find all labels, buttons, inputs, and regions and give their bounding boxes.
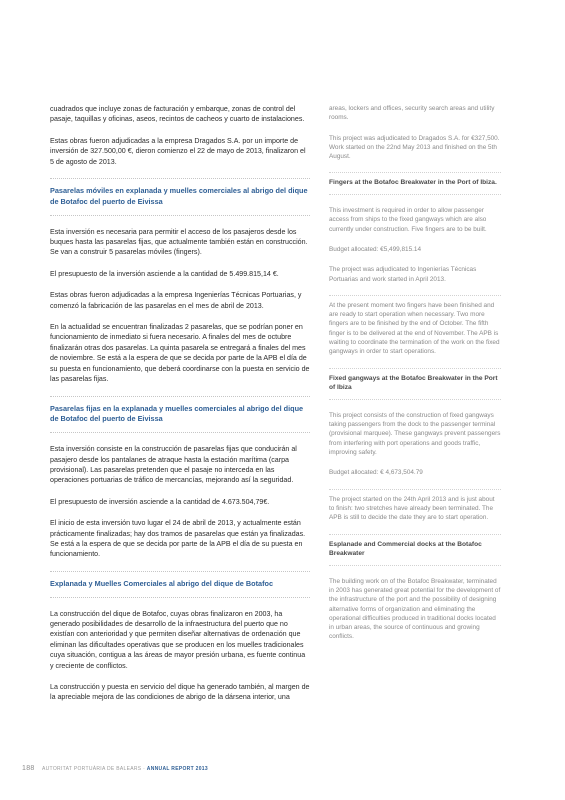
section-heading: Fixed gangways at the Botafoc Breakwater in the Port of Ibiza <box>329 368 501 400</box>
paragraph: Budget allocated: €5,499,815.14 <box>329 245 422 253</box>
page-number: 188 <box>22 765 35 772</box>
paragraph: Estas obras fueron adjudicadas a la empresa Dragados S.A. por un importe de inversión de 327.500,00 €, dieron comienzo el 22 de mayo de 2013, finalizaron el 5 de agosto de 2013. <box>50 136 306 166</box>
paragraph: The project was adjudicated to Ingenierías Técnicas Portuarias and work started in April 2013. <box>329 266 477 283</box>
paragraph: At the present moment two fingers have been finished and are ready to start operation when necessary. Two more fingers are to be finished by the end of October. The fifth finger is to be delivered at the end of November. The APB is waiting to coordinate the termination of the work on the fixed gangways in order to start operations. <box>329 295 501 357</box>
paragraph: areas, lockers and offices, security search areas and utility rooms. <box>329 105 495 122</box>
paragraph: La construcción y puesta en servicio del dique ha generado también, al margen de la apreciable mejora de las condiciones de abrigo de la dársena interior, una <box>50 682 310 702</box>
section-heading: Pasarelas móviles en explanada y muelles comerciales al abrigo del dique de Botafoc del puerto de Eivissa <box>50 178 310 216</box>
paragraph: En la actualidad se encuentran finalizadas 2 pasarelas, que se podrían poner en funcionamiento de inmediato si fuera necesario. A finales del mes de octubre finalizarán otras dos pasarelas. La quinta pasarela se entregará a finales del mes de noviembre. Se está a la espera de que se decida por parte de la APB el día de su puesta en funcionamiento, que deberá coordinarse con la puesta en servicio de las pasarelas fijas. <box>50 323 310 384</box>
section-heading: Fingers at the Botafoc Breakwater in the Port of Ibiza. <box>329 172 501 195</box>
footer-separator: · <box>143 766 146 772</box>
paragraph: cuadrados que incluye zonas de facturación y embarque, zonas de control del pasaje, taquillas y oficinas, aseos, recintos de cacheos y cuarto de instalaciones. <box>50 105 305 124</box>
paragraph: El presupuesto de inversión asciende a la cantidad de 4.673.504,79€. <box>50 497 270 506</box>
footer-report-title: ANNUAL REPORT 2013 <box>146 766 208 772</box>
paragraph: El inicio de esta inversión tuvo lugar el 24 de abril de 2013, y actualmente están prácticamente finalizadas; hay dos tramos de pasarelas que están ya finalizadas. Se está a la espera de que se decida por parte de la APB el día de su puesta en funcionamiento. <box>50 519 306 559</box>
spanish-column <box>50 104 310 714</box>
paragraph: Esta inversión es necesaria para permitir el acceso de los pasajeros desde los buques hasta las pasarelas fijas, que actualmente también están en construcción. Se van a construir 5 pasarelas móviles (fingers). <box>50 227 308 257</box>
english-column <box>329 104 501 653</box>
section-heading: Explanada y Muelles Comerciales al abrigo del dique de Botafoc <box>50 571 310 598</box>
paragraph: Estas obras fueron adjudicadas a la empresa Ingenierías Técnicas Portuarias, y comenzó la fabricación de las pasarelas en el mes de abril de 2013. <box>50 291 302 310</box>
paragraph: Esta inversión consiste en la construcción de pasarelas fijas que conducirán al pasajero desde los pantalanes de atraque hasta la estación marítima (carpa provisional). Las pasarelas pretenden que el pasaje no interceda en las operaciones portuarias de tráfico de mercancías, mejorando así la seguridad. <box>50 445 297 485</box>
paragraph: This investment is required in order to allow passenger access from ships to the fixed gangways which are also currently under construction. Five fingers are to be built. <box>329 207 487 233</box>
paragraph: La construcción del dique de Botafoc, cuyas obras finalizaron en 2003, ha generado posibilidades de desarrollo de la infraestructura del puerto que no existían con anterioridad y que permiten diseñar alternativas de ordenación que eliminan las dificultades operativas que se producen en los muelles tradicionales cuya situación, contigua a las áreas de mayor presión urbana, es fuente continua y creciente de conflictos. <box>50 609 306 670</box>
paragraph: El presupuesto de la inversión asciende a la cantidad de 5.499.815,14 €. <box>50 269 279 278</box>
paragraph: The project started on the 24th April 2013 and is just about to finish: two stretches have already been terminated. The APB is still to decide the date they are to start operation. <box>329 489 501 523</box>
section-heading: Pasarelas fijas en la explanada y muelles comerciales al abrigo del dique de Botafoc del puerto de Eivissa <box>50 396 310 434</box>
page-footer <box>22 765 542 772</box>
section-heading: Esplanade and Commercial docks at the Botafoc Breakwater <box>329 534 501 566</box>
paragraph: Budget allocated: € 4,673,504.79 <box>329 469 423 477</box>
paragraph: This project was adjudicated to Dragados S.A. for €327,500. Work started on the 22nd May 2013 and finished on the 5th August. <box>329 134 500 161</box>
footer-organization: AUTORITAT PORTUÀRIA DE BALEARS <box>42 766 142 772</box>
paragraph: The building work on of the Botafoc Breakwater, terminated in 2003 has generated great potential for the development of the infrastructure of the port and the possibility of designing alternative forms of organization and eliminating the operational difficulties produced in traditional docks located in urban areas, the source of continuous and growing conflicts. <box>329 577 501 641</box>
paragraph: This project consists of the construction of fixed gangways taking passengers from the dock to the passenger terminal (provisional marquee). These gangways prevent passengers from interfering with port operations and goods traffic, improving safety. <box>329 411 501 457</box>
